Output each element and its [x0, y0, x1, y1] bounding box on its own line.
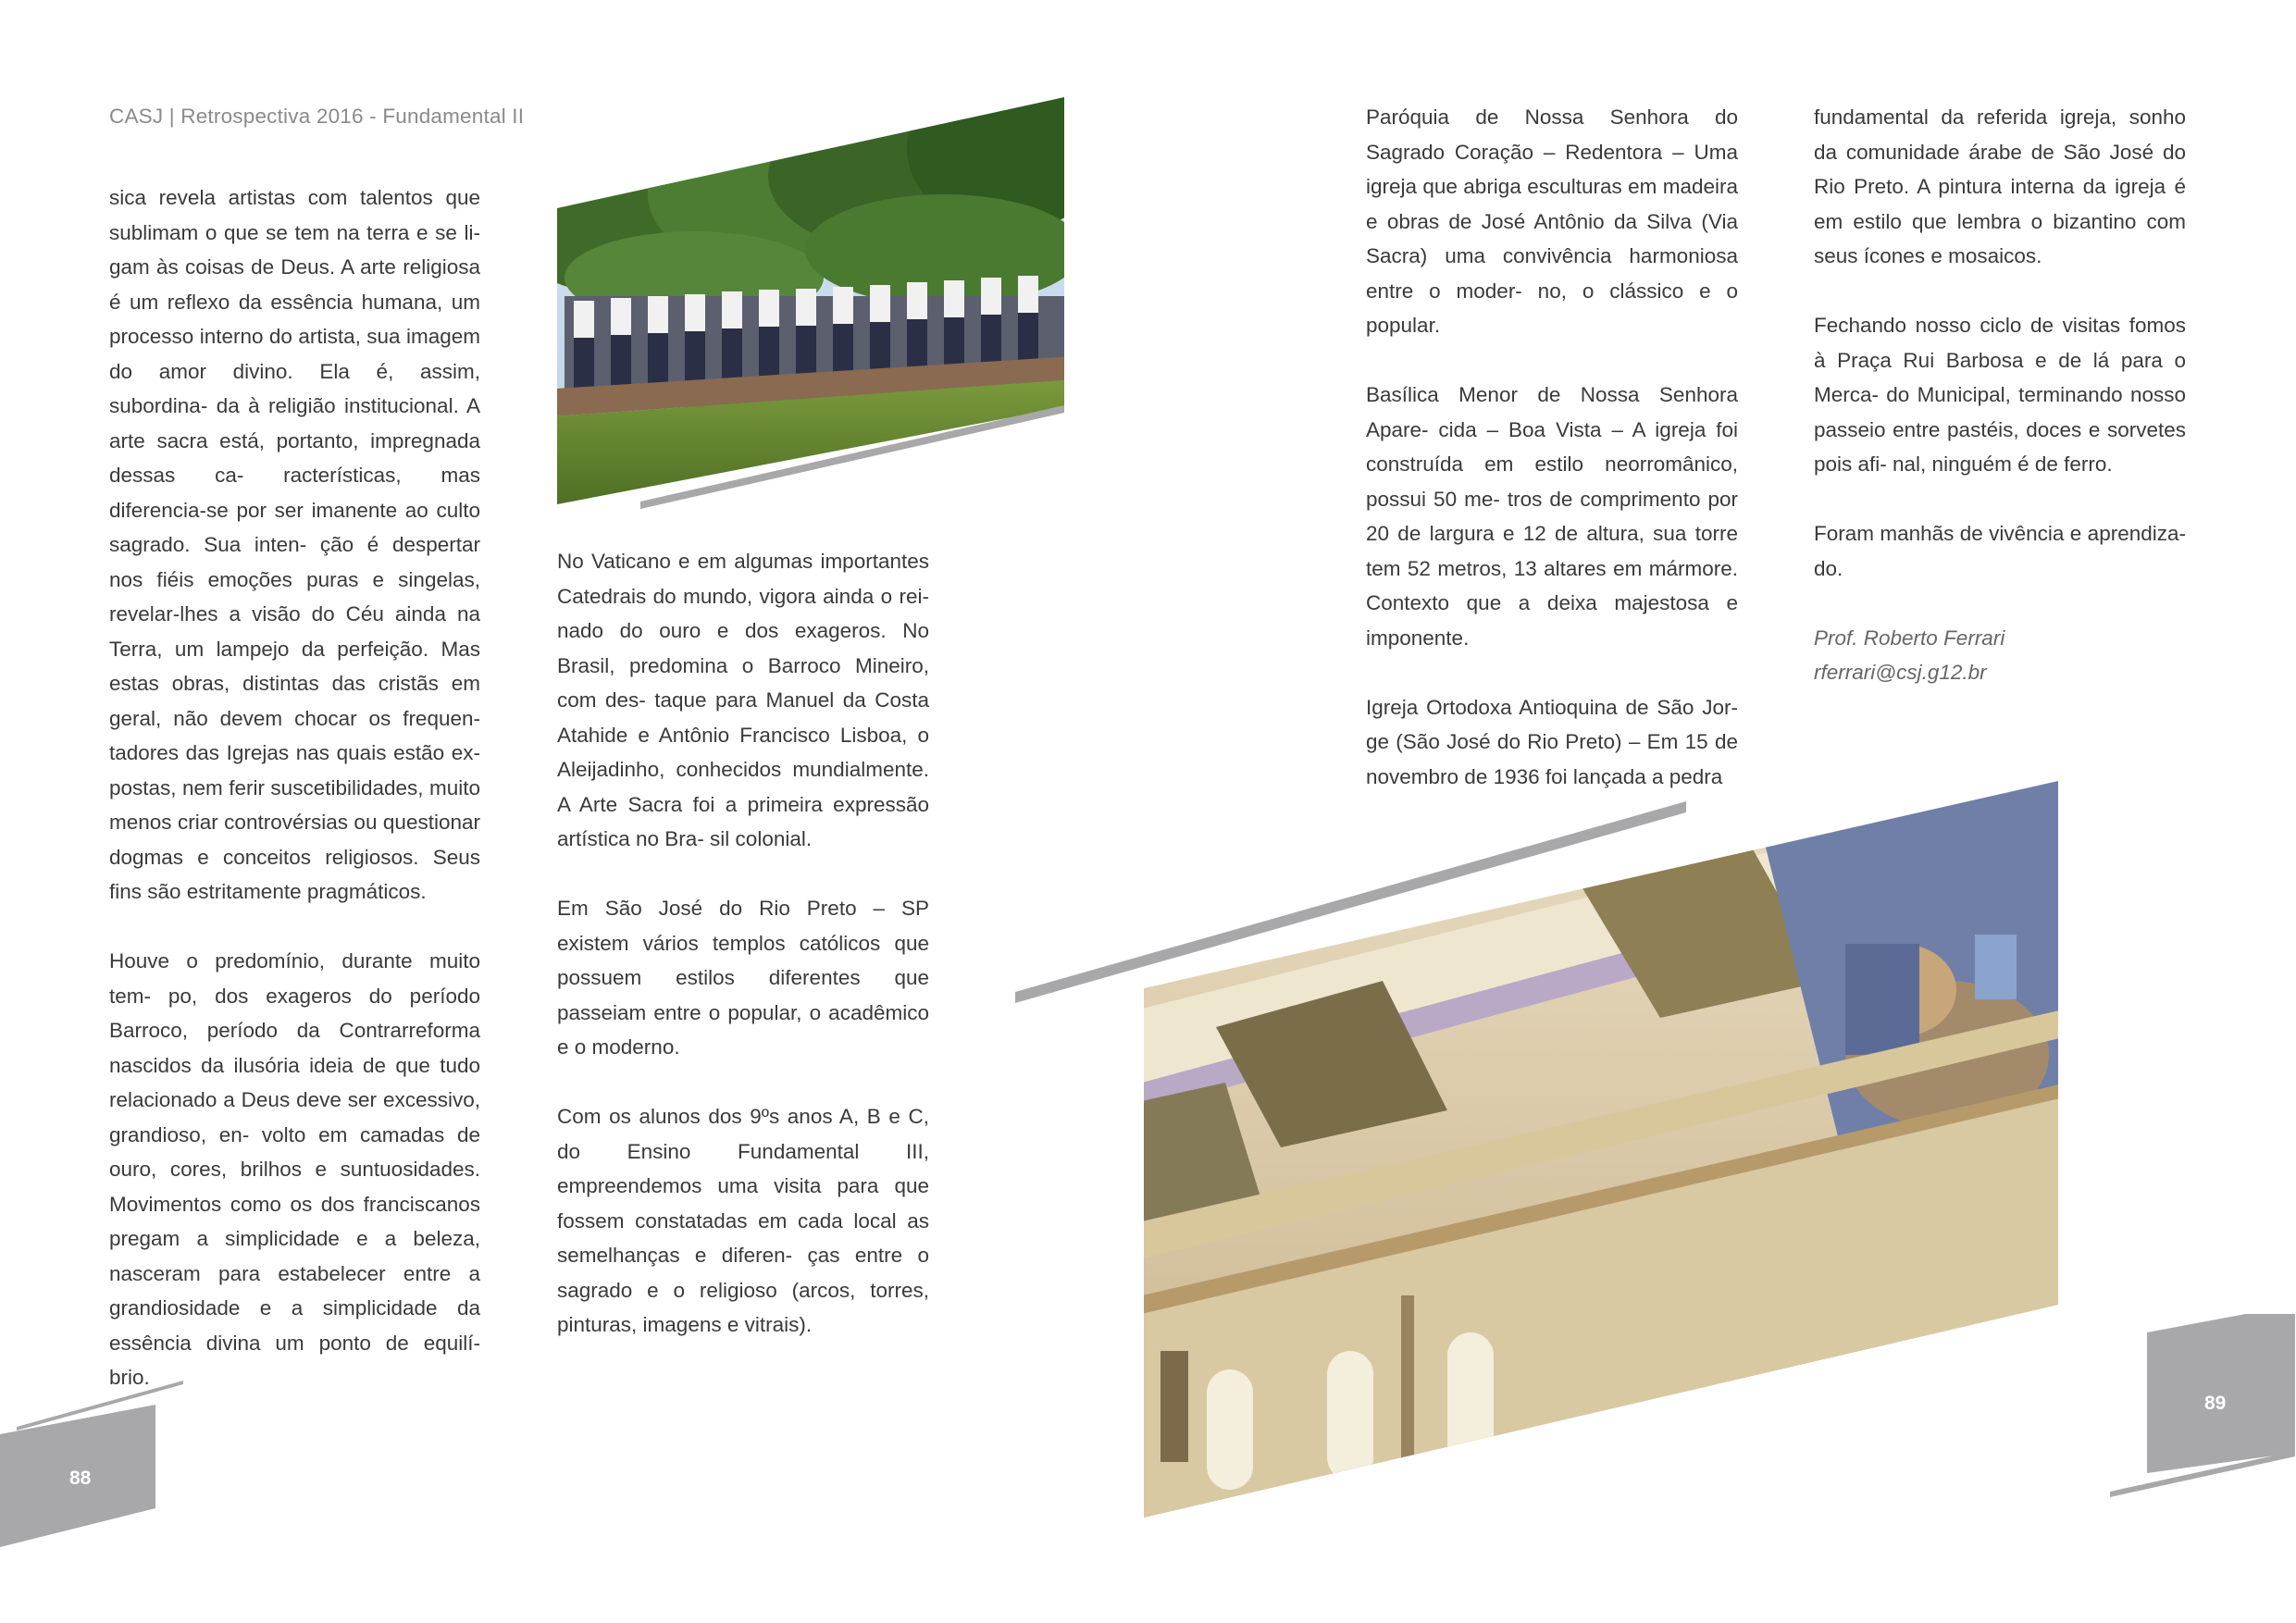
- paragraph: Igreja Ortodoxa Antioquina de São Jor- ge (São José do Rio Preto) – Em 15 de novembro de 1936 foi lançada a pedra: [1366, 695, 1738, 788]
- signature-name: Prof. Roberto Ferrari: [1814, 626, 2005, 650]
- left-column-1: [109, 180, 480, 1395]
- right-column-1: [1366, 100, 1738, 794]
- paragraph: Paróquia de Nossa Senhora do Sagrado Coração – Redentora – Uma igreja que abriga esculturas em madeira e obras de José Antônio da Silva (Via Sacra) uma convivência harmoniosa entre o moder- no, o clássico e o popular.: [1366, 105, 1738, 337]
- accent-stripe: [639, 398, 1074, 509]
- right-page: [1148, 0, 2295, 1623]
- paragraph: Em São José do Rio Preto – SP existem vários templos católicos que possuem estilos diferentes que passeiam entre o popular, o acadêmico e o moderno.: [557, 897, 929, 1059]
- paragraph: sica revela artistas com talentos que sublimam o que se tem na terra e se li- gam às coisas de Deus. A arte religiosa é um reflexo da essência humana, um processo interno do artista, sua imagem do amor divino. Ela é, assim, subordina- da à religião institucional. A arte sacra está, portanto, impregnada dessas ca- racterísticas, mas diferencia-se por ser imanente ao culto sagrado. Sua inten- ção é despertar nos fiéis emoções puras e singelas, revelar-lhes a visão do Céu ainda na Terra, um lampejo da perfeição. Mas estas obras, distintas das cristãs em geral, não devem chocar os frequen- tadores das Igrejas nas quais estão ex- postas, nem ferir suscetibilidades, muito menos criar controvérsias ou questionar dogmas e conceitos religiosos. Seus fins são estritamente pragmáticos.: [109, 186, 480, 903]
- church-ceiling-photo: [1142, 777, 2067, 1527]
- page-number: 88: [69, 1468, 92, 1489]
- paragraph: No Vaticano e em algumas importantes Catedrais do mundo, vigora ainda o rei- nado do ouro e dos exageros. No Brasil, predomina o Barroco Mineiro, com des- taque para Manuel da Costa Atahide e Antônio Francisco Lisboa, o Aleijadinho, conhecidos mundialmente. A Arte Sacra foi a primeira expressão artística no Bra- sil colonial.: [557, 550, 929, 850]
- left-column-2: [557, 544, 929, 1343]
- signature-email: rferrari@csj.g12.br: [1814, 661, 1987, 684]
- running-header: CASJ | Retrospectiva 2016 - Fundamental II: [109, 105, 525, 128]
- page-number-tab: [2110, 1314, 2295, 1499]
- paragraph: fundamental da referida igreja, sonho da comunidade árabe de São José do Rio Preto. A pintura interna da igreja é em estilo que lembra o bizantino com seus ícones e mosaicos.: [1814, 105, 2186, 267]
- right-column-2: [1814, 100, 2186, 690]
- page-number: 89: [2204, 1393, 2227, 1414]
- paragraph: Foram manhãs de vivência e aprendiza- do.: [1814, 522, 2186, 580]
- paragraph: Houve o predomínio, durante muito tem- po, dos exageros do período Barroco, período da Contrarreforma nascidos da ilusória ideia de que tudo relacionado a Deus deve ser excessivo, grandioso, en- volto em camadas de ouro, cores, brilhos e suntuosidades. Movimentos como os dos franciscanos pregam a simplicidade e a beleza, nasceram para estabelecer entre a grandiosidade e a simplicidade da essência divina um ponto de equilí- brio.: [109, 949, 480, 1389]
- paragraph: Basílica Menor de Nossa Senhora Apare- cida – Boa Vista – A igreja foi construída em estilo neorromânico, possui 50 me- tros de comprimento por 20 de largura e 12 de altura, sua torre tem 52 metros, 13 altares em mármore. Contexto que a deixa majestosa e imponente.: [1366, 383, 1738, 650]
- paragraph: Fechando nosso ciclo de visitas fomos à Praça Rui Barbosa e de lá para o Merca- do Municipal, terminando nosso passeio entre pastéis, doces e sorvetes pois afi- nal, ninguém é de ferro.: [1814, 314, 2186, 476]
- page-number-tab: [0, 1369, 185, 1555]
- paragraph: Com os alunos dos 9ºs anos A, B e C, do Ensino Fundamental III, empreendemos uma visita para que fossem constatadas em cada local as semelhanças e diferen- ças entre o sagrado e o religioso (arcos, torres, pinturas, imagens e vitrais).: [557, 1105, 929, 1336]
